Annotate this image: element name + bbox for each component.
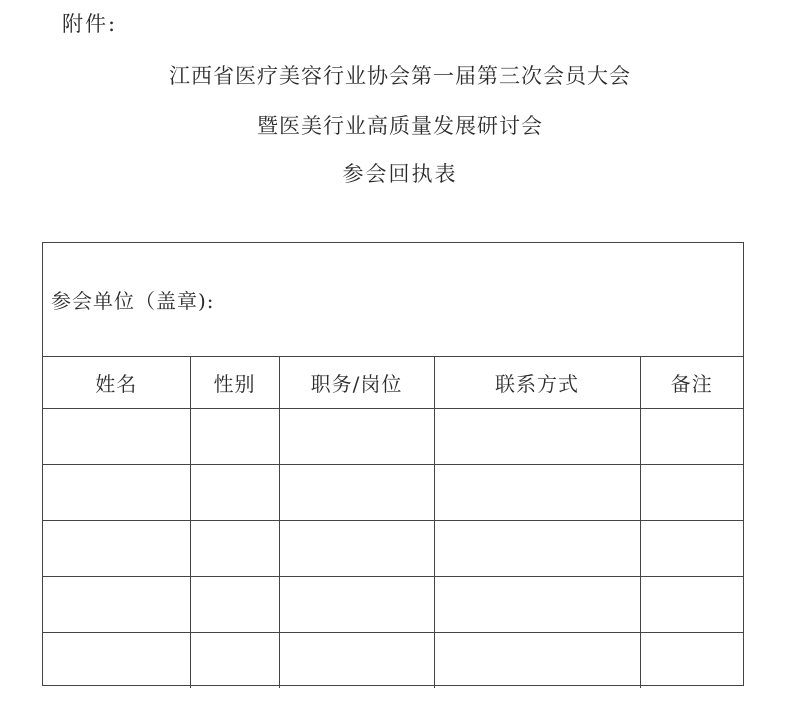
cell-position[interactable] — [279, 465, 434, 521]
cell-remarks[interactable] — [640, 409, 743, 465]
attachment-label: 附件: — [62, 12, 118, 36]
title-line-2: 暨医美行业高质量发展研讨会 — [257, 114, 543, 138]
cell-position[interactable] — [279, 577, 434, 633]
form-title: 参会回执表 — [342, 162, 458, 186]
cell-contact[interactable] — [434, 521, 640, 577]
table-row — [43, 521, 743, 577]
table-header-row — [43, 356, 743, 409]
column-header-contact: 联系方式 — [434, 356, 640, 409]
cell-remarks[interactable] — [640, 633, 743, 689]
table-row — [43, 409, 743, 465]
cell-gender[interactable] — [190, 521, 279, 577]
column-header-name: 姓名 — [43, 356, 190, 409]
cell-position[interactable] — [279, 633, 434, 689]
cell-position[interactable] — [279, 521, 434, 577]
cell-contact[interactable] — [434, 465, 640, 521]
cell-gender[interactable] — [190, 409, 279, 465]
title-line-1: 江西省医疗美容行业协会第一届第三次会员大会 — [169, 64, 631, 88]
cell-name[interactable] — [43, 521, 190, 577]
cell-remarks[interactable] — [640, 577, 743, 633]
column-header-gender: 性别 — [190, 356, 279, 409]
table-row — [43, 633, 743, 689]
cell-contact[interactable] — [434, 409, 640, 465]
attendee-table — [43, 356, 743, 688]
cell-gender[interactable] — [190, 577, 279, 633]
cell-position[interactable] — [279, 409, 434, 465]
cell-remarks[interactable] — [640, 521, 743, 577]
cell-contact[interactable] — [434, 577, 640, 633]
unit-row[interactable] — [43, 243, 743, 357]
column-header-remarks: 备注 — [640, 356, 743, 409]
cell-gender[interactable] — [190, 465, 279, 521]
unit-label: 参会单位（盖章): — [51, 289, 215, 313]
cell-remarks[interactable] — [640, 465, 743, 521]
table-row — [43, 577, 743, 633]
cell-name[interactable] — [43, 577, 190, 633]
cell-name[interactable] — [43, 465, 190, 521]
cell-gender[interactable] — [190, 633, 279, 689]
cell-name[interactable] — [43, 409, 190, 465]
table-row — [43, 465, 743, 521]
column-header-position: 职务/岗位 — [279, 356, 434, 409]
cell-contact[interactable] — [434, 633, 640, 689]
cell-name[interactable] — [43, 633, 190, 689]
registration-form — [42, 242, 744, 686]
